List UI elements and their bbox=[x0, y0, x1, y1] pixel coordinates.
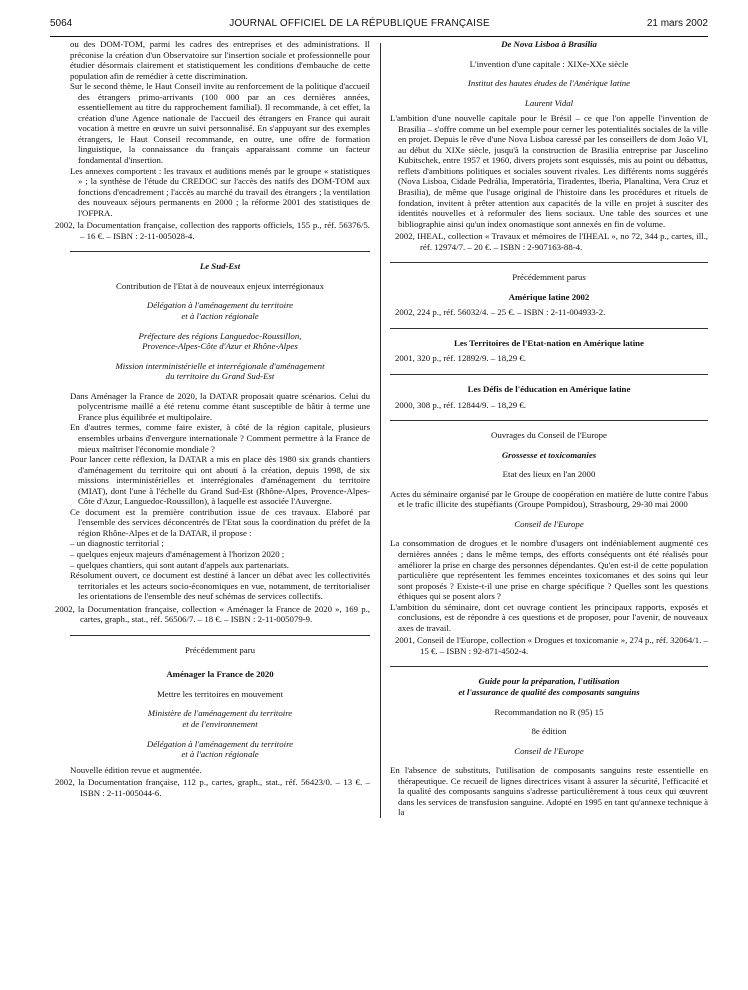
book-title: Les Territoires de l'Etat-nation en Amérique latine bbox=[454, 337, 644, 348]
left-paragraph-3: Les annexes comportent : les travaux et auditions menés par le groupe « statistiques » ; la synthèse de l'étude du CREDOC sur l'accès des natifs des DOM-TOM aux fonctions d'encadrement ; l'accès au marché du travail des étrangers ; la ventilation des nouveaux séjours permanents en 2000 ; la réforme 2001 des statistiques de l'OFPRA. bbox=[70, 165, 370, 218]
book-subtitle: Etat des lieux en l'an 2000 bbox=[502, 469, 596, 480]
organization-line: et à l'action régionale bbox=[181, 749, 259, 760]
organization-line: et à l'action régionale bbox=[181, 311, 259, 322]
organization-line: Préfecture des régions Languedoc-Roussillon, bbox=[138, 330, 302, 341]
right-paragraph-1: L'ambition d'une nouvelle capitale pour le Brésil – ce que l'on appelle l'invention de Brasilia – s'offre comme un bel exemple pour cerner les potentialités sociales de la ville en projet. Depuis le rêve d'une Nova Lisboa caressé par les conseillers de dom João VI, au début du XIXe siècle, jusqu'à la construction de Brasilia entreprise par Juscelino Kubitschek, entre 1957 et 1960, divers projets sont esquissés, mis au point ou débattus, reflets d'ambitions politiques et sociales souvent rivales. Les différents noms suggérés (Nova Lisboa, Cidade Pedrália, Imperatória, Tiradentes, Iberia, Planaltina, Vera Cruz et Brasilia), de même que l'usage original de l'histoire dans les procédures et rituels de fondation, invitent à prêter attention aux capacités de la ville en projet à susciter des identités nouvelles et à reformuler des liens sociaux. Une table des sources et une bibliographie ainsi qu'un index onomastique sont annexés en fin de volume. bbox=[390, 113, 708, 229]
left-paragraph-5: En d'autres termes, comme faire exister, à côté de la région capitale, plusieurs ensembles urbains d'envergure internationale ? Comment permettre à la France de mieux maîtriser l'économie mondiale ? bbox=[70, 422, 370, 454]
works-heading: Ouvrages du Conseil de l'Europe bbox=[491, 430, 607, 441]
left-paragraph-2: Sur le second thème, le Haut Conseil invite au renforcement de la politique d'accueil des étrangers primo-arrivants (100 000 par an ces dernières années, essentiellement au titre du rapprochement familial). Il recommande, à cet effet, la création d'une Agence nationale de l'accueil des étrangers en France qui aurait vocation à mettre en œuvre un suivi personnalisé. En s'appuyant sur des exemples étrangers, le Haut Conseil recommande, en outre, une offre de formation linguistique, la connaissance du français apparaissant comme un facteur fondamental d'insertion. bbox=[70, 81, 370, 166]
section-subtitle: Contribution de l'Etat à de nouveaux enjeux interrégionaux bbox=[115, 280, 324, 291]
book-subtitle: Mettre les territoires en mouvement bbox=[156, 688, 284, 699]
right-paragraph-4: L'ambition du séminaire, dont cet ouvrage contient les principaux rapports, exposés et conclusions, est de répondre à ces questions et de proposer, pour l'avenir, de nouveaux axes de travail. bbox=[390, 601, 708, 633]
organization-line: Délégation à l'aménagement du territoire bbox=[146, 738, 294, 749]
book-title: Grossesse et toxicomanies bbox=[501, 449, 597, 460]
right-paragraph-5: En l'absence de substituts, l'utilisation de composants sanguins reste essentielle en thérapeutique. Ce recueil de lignes directrices visant à assurer la sécurité, l'efficacité et la qualité des composants sanguins s'adresse particulièrement à tous ceux qui œuvrent dans les services de transfusion sanguine. Adopté en 1995 en tant qu'annexe technique à la bbox=[390, 765, 708, 818]
left-paragraph-6: Pour lancer cette réflexion, la DATAR a mis en place dès 1980 six grands chantiers d'aménagement du territoire qui ont abouti à la création, depuis 1998, de six missions interministérielles et interrégionales d'aménagement du territoire (MIAT), dont l'une à l'échelle du Grand Sud-Est (Rhône-Alpes, Provence-Alpes-Côte d'Azur, Languedoc-Roussillon), à laquelle est associée l'Auvergne. bbox=[70, 454, 370, 507]
organization-line: du territoire du Grand Sud-Est bbox=[165, 371, 275, 382]
page-number: 5064 bbox=[50, 18, 73, 29]
organization-line: Conseil de l'Europe bbox=[514, 518, 584, 529]
section-divider bbox=[390, 262, 708, 263]
organization-line: Mission interministérielle et interrégionale d'aménagement bbox=[115, 360, 325, 371]
organization-line: Conseil de l'Europe bbox=[514, 745, 584, 756]
section-divider bbox=[390, 420, 708, 421]
right-reference-2: 2002, 224 p., réf. 56032/4. – 25 €. – ISBN : 2-11-004933-2. bbox=[395, 307, 606, 318]
list-item: – un diagnostic territorial ; bbox=[70, 538, 164, 549]
two-columns bbox=[50, 39, 708, 818]
section-divider bbox=[390, 666, 708, 667]
book-title: De Nova Lisboa à Brasilia bbox=[501, 39, 597, 49]
right-paragraph-3: La consommation de drogues et le nombre d'usagers ont indéniablement augmenté ces dernières années ; dans le même temps, des efforts conséquents ont été réalisés pour améliorer la prise en charge des personnes dépendantes. Qu'en est-il de cette population particulière que représentent les femmes enceintes toxicomanes et des soins qui leur sont proposés ? Existe-t-il une prise en charge spécifique ? Quelles sont les questions éthiques qui se posent alors ? bbox=[390, 538, 708, 602]
book-title: Les Défis de l'éducation en Amérique latine bbox=[467, 384, 631, 395]
book-title: Amérique latine 2002 bbox=[508, 291, 590, 302]
recommendation: Recommandation no R (95) 15 bbox=[494, 706, 604, 717]
organization-line: et de l'environnement bbox=[182, 718, 258, 729]
section-divider bbox=[390, 328, 708, 329]
organization-line: Institut des hautes études de l'Amérique latine bbox=[467, 78, 631, 89]
book-title: Aménager la France de 2020 bbox=[166, 669, 274, 680]
left-column bbox=[50, 39, 370, 818]
previously-published: Précédemment paru bbox=[184, 644, 256, 655]
left-paragraph-8: Résolument ouvert, ce document est destiné à lancer un débat avec les collectivités territoriales et les acteurs socio-économiques en vue, notamment, de territorialiser les orientations de l'ensemble des neuf schémas de services collectifs. bbox=[70, 570, 370, 602]
right-reference-5: 2001, Conseil de l'Europe, collection « Drogues et toxicomanie », 274 p., réf. 32064/1. – 15 €. – ISBN : 92-871-4502-4. bbox=[395, 635, 708, 656]
section-divider bbox=[70, 635, 370, 636]
list-item: – quelques enjeux majeurs d'aménagement à l'horizon 2020 ; bbox=[70, 548, 285, 559]
left-paragraph-4: Dans Aménager la France de 2020, la DATAR proposait quatre scénarios. Celui du polycentrisme maillé a été retenu comme étant susceptible de bâtir à terme une France plus équilibrée et multipolaire. bbox=[70, 390, 370, 422]
edition-note: Nouvelle édition revue et augmentée. bbox=[70, 764, 202, 775]
journal-title: JOURNAL OFFICIEL DE LA RÉPUBLIQUE FRANÇAISE bbox=[229, 18, 490, 29]
left-reference-1: 2002, la Documentation française, collection des rapports officiels, 155 p., réf. 56376/5. – 16 €. – ISBN : 2-11-005028-4. bbox=[55, 220, 370, 241]
page-header bbox=[50, 18, 708, 30]
section-title-sud-est: Le Sud-Est bbox=[199, 261, 241, 272]
right-reference-1: 2002, IHEAL, collection « Travaux et mémoires de l'IHEAL », no 72, 344 p., cartes, ill., réf. 12974/7. – 20 €. – ISBN : 2-907163-88-4. bbox=[395, 231, 708, 252]
organization-line: Provence-Alpes-Côte d'Azur et Rhône-Alpes bbox=[142, 341, 298, 352]
right-column bbox=[390, 39, 708, 818]
list-item: – quelques chantiers, qui sont autant d'appels aux partenariats. bbox=[70, 559, 289, 570]
book-subtitle: L'invention d'une capitale : XIXe-XXe siècle bbox=[469, 58, 629, 69]
author-name: Laurent Vidal bbox=[524, 97, 574, 108]
previously-published: Précédemment parus bbox=[512, 272, 586, 283]
organization-line: Ministère de l'aménagement du territoire bbox=[147, 708, 293, 719]
issue-date: 21 mars 2002 bbox=[646, 18, 708, 29]
column-rule bbox=[380, 43, 381, 818]
left-paragraph-7: Ce document est la première contribution issue de ces travaux. Elaboré par l'ensemble des services déconcentrés de l'Etat sous la coordination du préfet de la région Rhône-Alpes et de la DATAR, il propose : bbox=[70, 506, 370, 538]
right-reference-3: 2001, 320 p., réf. 12892/9. – 18,29 €. bbox=[395, 353, 526, 364]
edition: 8e édition bbox=[531, 726, 567, 737]
right-paragraph-2: Actes du séminaire organisé par le Groupe de coopération en matière de lutte contre l'abus et le trafic illicite des stupéfiants (Groupe Pompidou), Strasbourg, 29-30 mai 2000 bbox=[390, 488, 708, 510]
organization-line: Délégation à l'aménagement du territoire bbox=[146, 300, 294, 311]
left-paragraph-1: ou des DOM-TOM, parmi les cadres des entreprises et des administrations. Il préconise la création d'un Observatoire sur l'insertion sociale et professionnelle pour étudier désormais clairement et statistiquement les conditions d'embauche de cette population afin de remédier à cette discrimination. bbox=[70, 39, 370, 81]
left-reference-2: 2002, la Documentation française, collection « Aménager la France de 2020 », 169 p., cartes, graph., stat., réf. 56506/7. – 18 €. – ISBN : 2-11-005079-9. bbox=[55, 603, 370, 625]
book-title: Guide pour la préparation, l'utilisation bbox=[478, 676, 620, 687]
section-divider bbox=[390, 374, 708, 375]
section-divider bbox=[70, 251, 370, 252]
left-reference-3: 2002, la Documentation française, 112 p., cartes, graph., stat., réf. 56423/0. – 13 €. – ISBN : 2-11-005044-6. bbox=[55, 777, 370, 798]
book-title: et l'assurance de qualité des composants sanguins bbox=[458, 686, 640, 697]
header-rule bbox=[50, 36, 708, 37]
right-reference-4: 2000, 308 p., réf. 12844/9. – 18,29 €. bbox=[395, 399, 526, 410]
